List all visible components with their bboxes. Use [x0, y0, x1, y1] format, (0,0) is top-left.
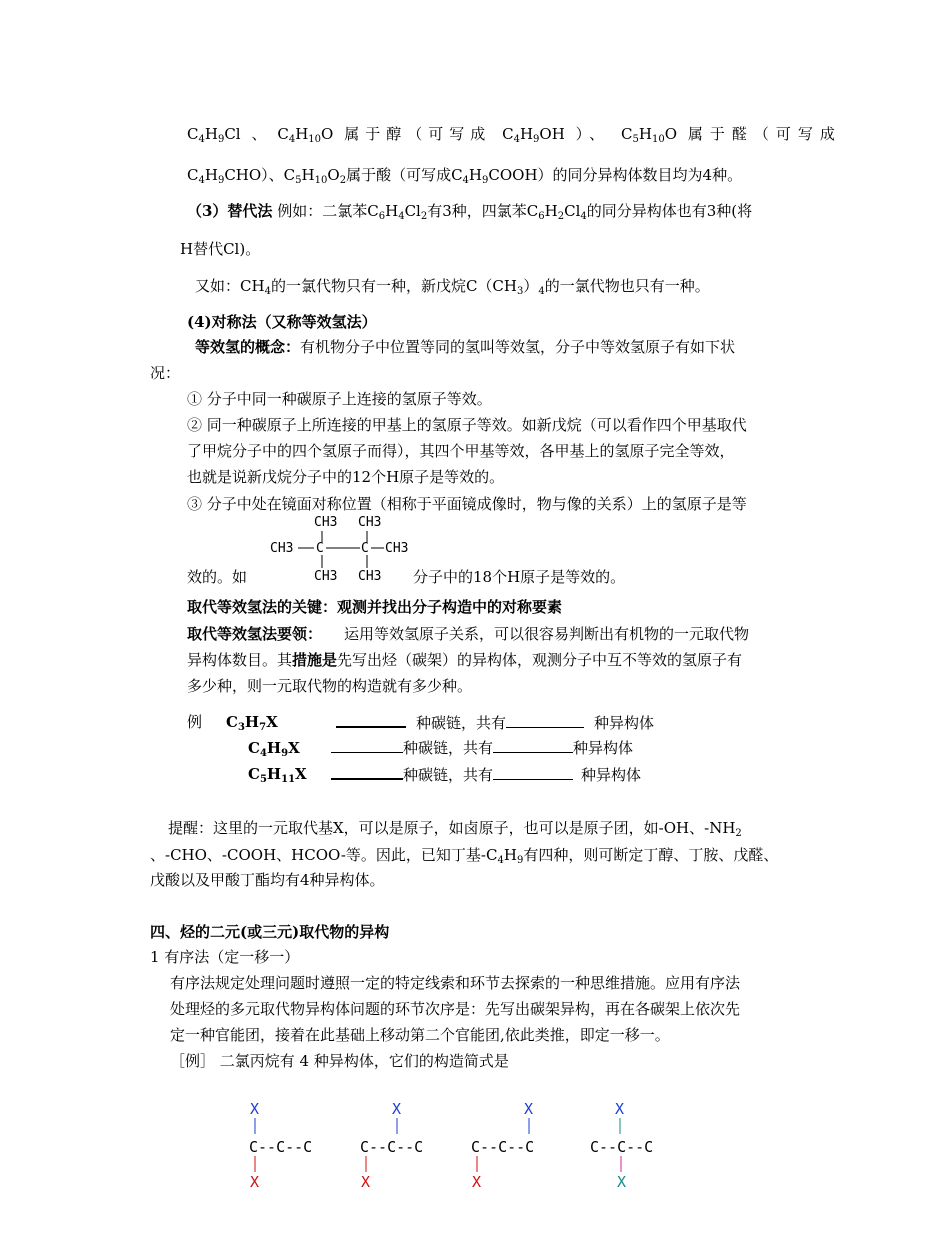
- formula-c4h10o: $C_4H_{10}O$: [277, 125, 334, 145]
- reminder-line-2: 、-CHO、-COOH、HCOO-等。因此，已知丁基$-C_4H_9$有四种，则可断定丁醇、丁胺、戊醛、: [150, 846, 779, 866]
- structure-1-bottom-x: X: [250, 1173, 260, 1191]
- formula-bottom-left: CH3: [314, 569, 338, 584]
- row-2-part-2: 种异构体: [573, 739, 634, 757]
- item-2-line-2: 了甲烷分子中的四个氢原子而得），其四个甲基等效，各甲基上的氢原子完全等效，: [187, 442, 735, 460]
- row-3-part-1: 种碳链，共有: [403, 766, 494, 784]
- formula-carbon-1: C: [316, 541, 324, 556]
- structure-2-top-x: X: [392, 1100, 402, 1118]
- key-line: [187, 597, 562, 617]
- section-3-line-2: H替代Cl)。: [180, 240, 261, 258]
- structural-formula: [268, 512, 418, 588]
- text-alcohol: 属于醇（可写成: [344, 125, 492, 143]
- example-formula-1: $C_3H_7X$: [226, 713, 278, 733]
- structure-2-chain: C--C--C: [360, 1138, 424, 1156]
- concept-label: 等效氢的概念：: [195, 338, 301, 356]
- formula-bottom-right: CH3: [358, 569, 382, 584]
- blank-chain-2[interactable]: [331, 738, 403, 753]
- item-3-line-2-post: 分子中的18个H原子是等效的。: [413, 568, 626, 586]
- formula-top-right: CH3: [358, 515, 382, 530]
- item-2-line-1: ② 同一种碳原子上所连接的甲基上的氢原子等效。如新戊烷（可以看作四个甲基取代: [187, 416, 747, 434]
- formula-right-methyl: CH3: [385, 541, 409, 556]
- example-row-3: [331, 764, 641, 785]
- structure-2-bottom-x: X: [361, 1173, 371, 1191]
- section-four-title: 四、烃的二元(或三元)取代物的异构: [150, 923, 390, 941]
- example-formula-2: $C_4H_9X$: [248, 739, 300, 759]
- example-label: 例: [187, 713, 203, 731]
- paragraph-1-line-1: [187, 124, 842, 144]
- structure-4-chain: C--C--C: [590, 1138, 654, 1156]
- separator: 、: [251, 125, 267, 143]
- section-4-heading: (4)对称法（又称等效氢法）: [187, 313, 377, 331]
- row-1-part-1: 种碳链，共有: [416, 714, 507, 732]
- structure-3-chain: C--C--C: [471, 1138, 535, 1156]
- row-3-part-2: 种异构体: [581, 766, 642, 784]
- concept-line: [195, 337, 735, 357]
- structure-3-bottom-x: X: [472, 1173, 482, 1191]
- formula-c5h10o: $C_5H_{10}O$: [621, 125, 678, 145]
- formula-left-methyl: CH3: [270, 541, 294, 556]
- reminder-line-1: 提醒：这里的一元取代基X，可以是原子，如卤原子，也可以是原子团，如-OH、$-NH_2$: [168, 819, 742, 839]
- dichloropropane-structures: [240, 1092, 680, 1192]
- method-line-3: 多少种，则一元取代物的构造就有多少种。: [187, 677, 473, 695]
- blank-chain-1[interactable]: [336, 712, 406, 728]
- item-1: ① 分子中同一种碳原子上连接的氢原子等效。: [187, 390, 492, 408]
- row-2-part-1: 种碳链，共有: [403, 739, 494, 757]
- blank-isomers-1[interactable]: [506, 713, 584, 728]
- method-line-2: [187, 650, 742, 670]
- example-row-2: [331, 738, 633, 758]
- example-formula-3: $C_5H_{11}X$: [248, 765, 307, 785]
- section-3-heading: （3）替代法: [187, 202, 273, 220]
- text-aldehyde: 属于醛（可写成: [687, 125, 842, 143]
- item-3-line-1: ③ 分子中处在镜面对称位置（相称于平面镜成像时，物与像的关系）上的氢原子是等: [187, 495, 747, 513]
- concept-text: 有机物分子中位置等同的氢叫等效氢，分子中等效氢原子有如下状: [300, 338, 736, 356]
- row-1-part-2: 种异构体: [594, 714, 655, 732]
- formula-c4h9oh: $C_4H_9OH$: [502, 125, 565, 145]
- section-four-sub-1: 1 有序法（定一移一）: [150, 948, 300, 966]
- example-row-1: [336, 712, 654, 733]
- structure-4: [590, 1100, 653, 1191]
- section-four-para-3: 定一种官能团，接着在此基础上移动第二个官能团,依此类推，即定一移一。: [170, 1026, 670, 1044]
- blank-isomers-3[interactable]: [493, 765, 573, 780]
- structure-3-top-x: X: [524, 1100, 534, 1118]
- structure-1-top-x: X: [250, 1100, 260, 1118]
- method-label: 取代等效氢法要领：: [187, 625, 323, 643]
- formula-top-left: CH3: [314, 515, 338, 530]
- structure-1: [249, 1100, 312, 1191]
- reminder-line-3: 戊酸以及甲酸丁酯均有4种异构体。: [150, 871, 385, 889]
- blank-chain-3[interactable]: [331, 764, 403, 780]
- item-2-line-3: 也就是说新戊烷分子中的12个H原子是等效的。: [187, 468, 505, 486]
- key-text: 观测并找出分子构造中的对称要素: [337, 598, 563, 616]
- key-label: 取代等效氢法的关键：: [187, 598, 338, 616]
- structure-4-top-x: X: [615, 1100, 625, 1118]
- concept-continuation: 况：: [150, 364, 181, 382]
- section-four-para-2: 处理烃的多元取代物异构体问题的环节次序是：先写出碳架异构，再在各碳架上依次先: [170, 1000, 741, 1018]
- section-four-example: ［例］ 二氯丙烷有 4 种异构体，它们的构造简式是: [170, 1052, 509, 1070]
- structure-3: [471, 1100, 534, 1191]
- blank-isomers-2[interactable]: [493, 738, 573, 753]
- paragraph-1-line-2: $C_4H_9CHO$）、$C_5H_{10}O_2$属于酸（可写成$C_4H_9COOH$）的同分异构体数目均为4种。: [187, 166, 743, 186]
- method-line-1: [187, 624, 749, 644]
- formula-carbon-2: C: [361, 541, 369, 556]
- section-four-para-1: 有序法规定处理问题时遵照一定的特定线索和环节去探索的一种思维措施。应用有序法: [170, 974, 741, 992]
- formula-c4h9cl: $C_4H_9Cl$: [187, 125, 241, 145]
- method-text-2a: 异构体数目。其: [187, 651, 293, 669]
- section-3-line-3: 又如：$CH_4$的一氯代物只有一种，新戊烷$C(CH_3)_4$的一氯代物也只有一种。: [195, 277, 710, 297]
- method-text-1: 运用等效氢原子关系，可以很容易判断出有机物的一元取代物: [344, 625, 750, 643]
- text-close: ）、: [575, 125, 611, 143]
- structure-4-bottom-x: X: [617, 1173, 627, 1191]
- structure-2: [360, 1100, 423, 1191]
- method-text-2b: 措施是: [292, 651, 338, 669]
- method-text-2c: 先写出烃（碳架）的异构体，观测分子中互不等效的氢原子有: [337, 651, 743, 669]
- item-3-line-2-pre: 效的。如: [187, 568, 248, 586]
- section-3-text: 例如：二氯苯$C_6H_4Cl_2$有3种，四氯苯$C_6H_2Cl_4$的同分异构体也有3种(将: [277, 202, 753, 222]
- section-3-line-1: [187, 201, 752, 221]
- structure-1-chain: C--C--C: [249, 1138, 313, 1156]
